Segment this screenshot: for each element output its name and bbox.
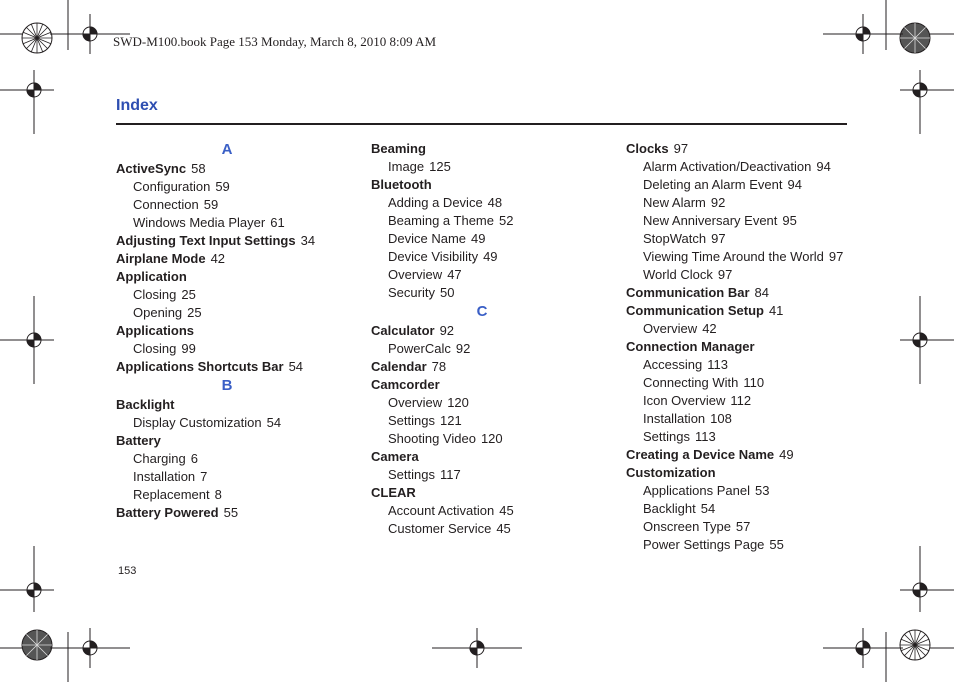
index-page-ref: 97	[828, 249, 844, 264]
index-letter-heading: B	[221, 377, 233, 394]
index-term: World Clock	[643, 267, 713, 282]
index-term: Application	[116, 269, 187, 284]
index-page-ref: 59	[203, 197, 219, 212]
starburst-mark-tl	[22, 23, 52, 53]
index-entry	[371, 176, 611, 194]
index-page-ref: 99	[181, 341, 196, 356]
index-term: Shooting Video	[388, 431, 476, 446]
index-entry	[116, 232, 356, 250]
index-term: Deleting an Alarm Event	[643, 177, 783, 192]
index-term: Settings	[643, 429, 690, 444]
index-letter-heading: A	[221, 141, 233, 158]
index-page-ref: 54	[288, 359, 304, 374]
index-term: New Alarm	[643, 195, 706, 210]
index-term: New Anniversary Event	[643, 213, 778, 228]
index-term: Security	[388, 285, 435, 300]
index-subentry	[626, 248, 866, 266]
index-page-ref: 6	[190, 451, 198, 466]
index-term: Installation	[133, 469, 196, 484]
index-page-ref: 25	[187, 305, 202, 320]
index-page-ref: 8	[214, 487, 222, 502]
index-term: Creating a Device Name	[626, 447, 775, 462]
index-term: Device Name	[388, 231, 467, 246]
index-term: Configuration	[133, 179, 211, 194]
index-column-2	[371, 140, 611, 538]
index-term: Viewing Time Around the World	[643, 249, 824, 264]
index-term: Overview	[643, 321, 698, 336]
index-term: StopWatch	[643, 231, 707, 246]
index-subentry	[626, 176, 866, 194]
index-page-ref: 110	[743, 375, 765, 390]
index-term: Customer Service	[388, 521, 492, 536]
index-page-ref: 108	[710, 411, 732, 426]
index-term: Backlight	[116, 397, 175, 412]
index-subentry	[371, 248, 611, 266]
index-entry	[116, 322, 356, 340]
index-term: Customization	[626, 465, 716, 480]
index-term: Alarm Activation/Deactivation	[643, 159, 812, 174]
index-page-ref: 7	[200, 469, 208, 484]
print-header: SWD-M100.book Page 153 Monday, March 8, 2010 8:09 AM	[113, 34, 437, 49]
index-subentry	[371, 194, 611, 212]
index-subentry	[626, 410, 866, 428]
index-term: Connection	[133, 197, 199, 212]
index-subentry	[116, 468, 356, 486]
index-term: Account Activation	[388, 503, 495, 518]
index-subentry	[626, 356, 866, 374]
index-term: Adjusting Text Input Settings	[116, 233, 296, 248]
page-title: Index	[116, 97, 158, 114]
index-entry	[116, 358, 356, 376]
index-subentry	[626, 518, 866, 536]
index-term: Display Customization	[133, 415, 262, 430]
index-subentry	[116, 340, 356, 358]
index-page-ref: 45	[499, 503, 514, 518]
index-subentry	[116, 178, 356, 196]
index-subentry	[116, 286, 356, 304]
index-entry	[371, 448, 611, 466]
index-term: Replacement	[133, 487, 210, 502]
index-term: CLEAR	[371, 485, 416, 500]
index-page-ref: 94	[816, 159, 831, 174]
index-page-ref: 25	[181, 287, 196, 302]
index-subentry	[371, 230, 611, 248]
index-subentry	[626, 428, 866, 446]
index-page-ref: 92	[710, 195, 726, 210]
index-page-ref: 78	[431, 359, 447, 374]
index-term: Connecting With	[643, 375, 739, 390]
index-subentry	[116, 486, 356, 504]
index-letter-heading: C	[476, 303, 488, 320]
index-entry	[626, 446, 866, 464]
page-number: 153	[118, 565, 137, 577]
index-term: Connection Manager	[626, 339, 755, 354]
index-subentry	[626, 482, 866, 500]
index-term: Overview	[388, 395, 443, 410]
index-entry	[626, 140, 866, 158]
index-term: Charging	[133, 451, 186, 466]
index-subentry	[371, 412, 611, 430]
index-page-ref: 84	[754, 285, 769, 300]
index-page-ref: 50	[439, 285, 455, 300]
index-page-ref: 120	[447, 395, 469, 410]
index-entry	[626, 302, 866, 320]
index-page-ref: 95	[782, 213, 797, 228]
index-term: Device Visibility	[388, 249, 479, 264]
index-page-ref: 55	[769, 537, 784, 552]
index-term: Airplane Mode	[116, 251, 206, 266]
index-term: Communication Bar	[626, 285, 750, 300]
index-page-ref: 97	[711, 231, 726, 246]
index-term: Onscreen Type	[643, 519, 731, 534]
index-term: Battery Powered	[116, 505, 219, 520]
index-term: Image	[388, 159, 425, 174]
index-entry	[626, 464, 866, 482]
index-subentry	[116, 196, 356, 214]
index-page-ref: 41	[768, 303, 784, 318]
index-term: Applications	[116, 323, 195, 338]
index-subentry	[371, 502, 611, 520]
index-page-ref: 53	[754, 483, 770, 498]
index-page-ref: 125	[429, 159, 451, 174]
index-term: Bluetooth	[371, 177, 432, 192]
index-page-ref: 113	[694, 429, 716, 444]
index-term: Clocks	[626, 141, 669, 156]
index-subentry	[371, 284, 611, 302]
index-page-ref: 92	[439, 323, 455, 338]
index-page-ref: 42	[210, 251, 226, 266]
index-entry	[371, 140, 611, 158]
index-page-ref: 61	[270, 215, 285, 230]
index-page-ref: 112	[730, 393, 752, 408]
index-subentry	[626, 374, 866, 392]
index-subentry	[371, 520, 611, 538]
index-term: Applications Panel	[643, 483, 750, 498]
index-term: Backlight	[643, 501, 696, 516]
index-subentry	[626, 194, 866, 212]
index-subentry	[371, 466, 611, 484]
index-term: Closing	[133, 287, 177, 302]
index-entry	[371, 376, 611, 394]
index-page-ref: 59	[215, 179, 230, 194]
starburst-mark-bl	[22, 630, 52, 660]
index-entry	[371, 358, 611, 376]
index-term: Battery	[116, 433, 161, 448]
index-entry	[116, 432, 356, 450]
index-page-ref: 34	[300, 233, 316, 248]
index-page-ref: 113	[707, 357, 728, 372]
index-page-ref: 42	[702, 321, 717, 336]
index-page-ref: 57	[735, 519, 751, 534]
index-page-ref: 117	[439, 467, 461, 482]
index-term: Camera	[371, 449, 419, 464]
index-term: Calculator	[371, 323, 435, 338]
title-rule	[116, 123, 847, 125]
index-subentry	[626, 536, 866, 554]
index-subentry	[116, 414, 356, 432]
index-subentry	[371, 394, 611, 412]
starburst-mark-br	[900, 630, 930, 660]
index-entry	[371, 484, 611, 502]
index-term: Calendar	[371, 359, 427, 374]
index-term: Overview	[388, 267, 443, 282]
index-page-ref: 97	[717, 267, 733, 282]
index-subentry	[626, 500, 866, 518]
index-subentry	[626, 158, 866, 176]
index-subentry	[371, 430, 611, 448]
index-subentry	[116, 214, 356, 232]
index-term: Closing	[133, 341, 177, 356]
index-term: Settings	[388, 413, 435, 428]
index-term: ActiveSync	[116, 161, 187, 176]
index-term: Opening	[133, 305, 183, 320]
index-column-1	[116, 140, 356, 522]
index-term: Installation	[643, 411, 706, 426]
index-term: Power Settings Page	[643, 537, 765, 552]
index-subentry	[371, 266, 611, 284]
index-page-ref: 49	[779, 447, 794, 462]
index-page-ref: 121	[439, 413, 462, 428]
index-entry	[371, 322, 611, 340]
index-page-ref: 94	[787, 177, 802, 192]
index-subentry	[371, 212, 611, 230]
index-page-ref: 48	[487, 195, 503, 210]
index-term: Settings	[388, 467, 435, 482]
index-subentry	[371, 158, 611, 176]
index-page-ref: 49	[483, 249, 498, 264]
index-term: Accessing	[643, 357, 703, 372]
index-entry	[626, 338, 866, 356]
index-subentry	[626, 230, 866, 248]
index-term: PowerCalc	[388, 341, 451, 356]
index-page-ref: 54	[266, 415, 282, 430]
index-column-3	[626, 140, 866, 554]
index-page-ref: 45	[496, 521, 511, 536]
index-entry	[116, 396, 356, 414]
index-term: Icon Overview	[643, 393, 726, 408]
index-entry	[116, 250, 356, 268]
index-subentry	[626, 212, 866, 230]
index-term: Adding a Device	[388, 195, 483, 210]
index-subentry	[626, 320, 866, 338]
index-subentry	[371, 340, 611, 358]
index-term: Windows Media Player	[133, 215, 266, 230]
index-page-ref: 55	[223, 505, 239, 520]
index-subentry	[116, 450, 356, 468]
index-entry	[626, 284, 866, 302]
index-page-ref: 92	[455, 341, 471, 356]
index-page-ref: 97	[673, 141, 689, 156]
index-subentry	[626, 392, 866, 410]
index-page-ref: 52	[499, 213, 514, 228]
index-page-ref: 47	[447, 267, 462, 282]
index-entry	[116, 504, 356, 522]
index-term: Beaming	[371, 141, 426, 156]
index-term: Camcorder	[371, 377, 440, 392]
index-term: Communication Setup	[626, 303, 764, 318]
index-page-ref: 58	[191, 161, 206, 176]
index-entry	[116, 268, 356, 286]
index-entry	[116, 160, 356, 178]
index-term: Beaming a Theme	[388, 213, 494, 228]
index-subentry	[626, 266, 866, 284]
index-page-ref: 49	[471, 231, 486, 246]
index-subentry	[116, 304, 356, 322]
index-page-ref: 54	[700, 501, 716, 516]
index-term: Applications Shortcuts Bar	[116, 359, 284, 374]
index-page-ref: 120	[480, 431, 503, 446]
starburst-mark-tr	[900, 23, 930, 53]
